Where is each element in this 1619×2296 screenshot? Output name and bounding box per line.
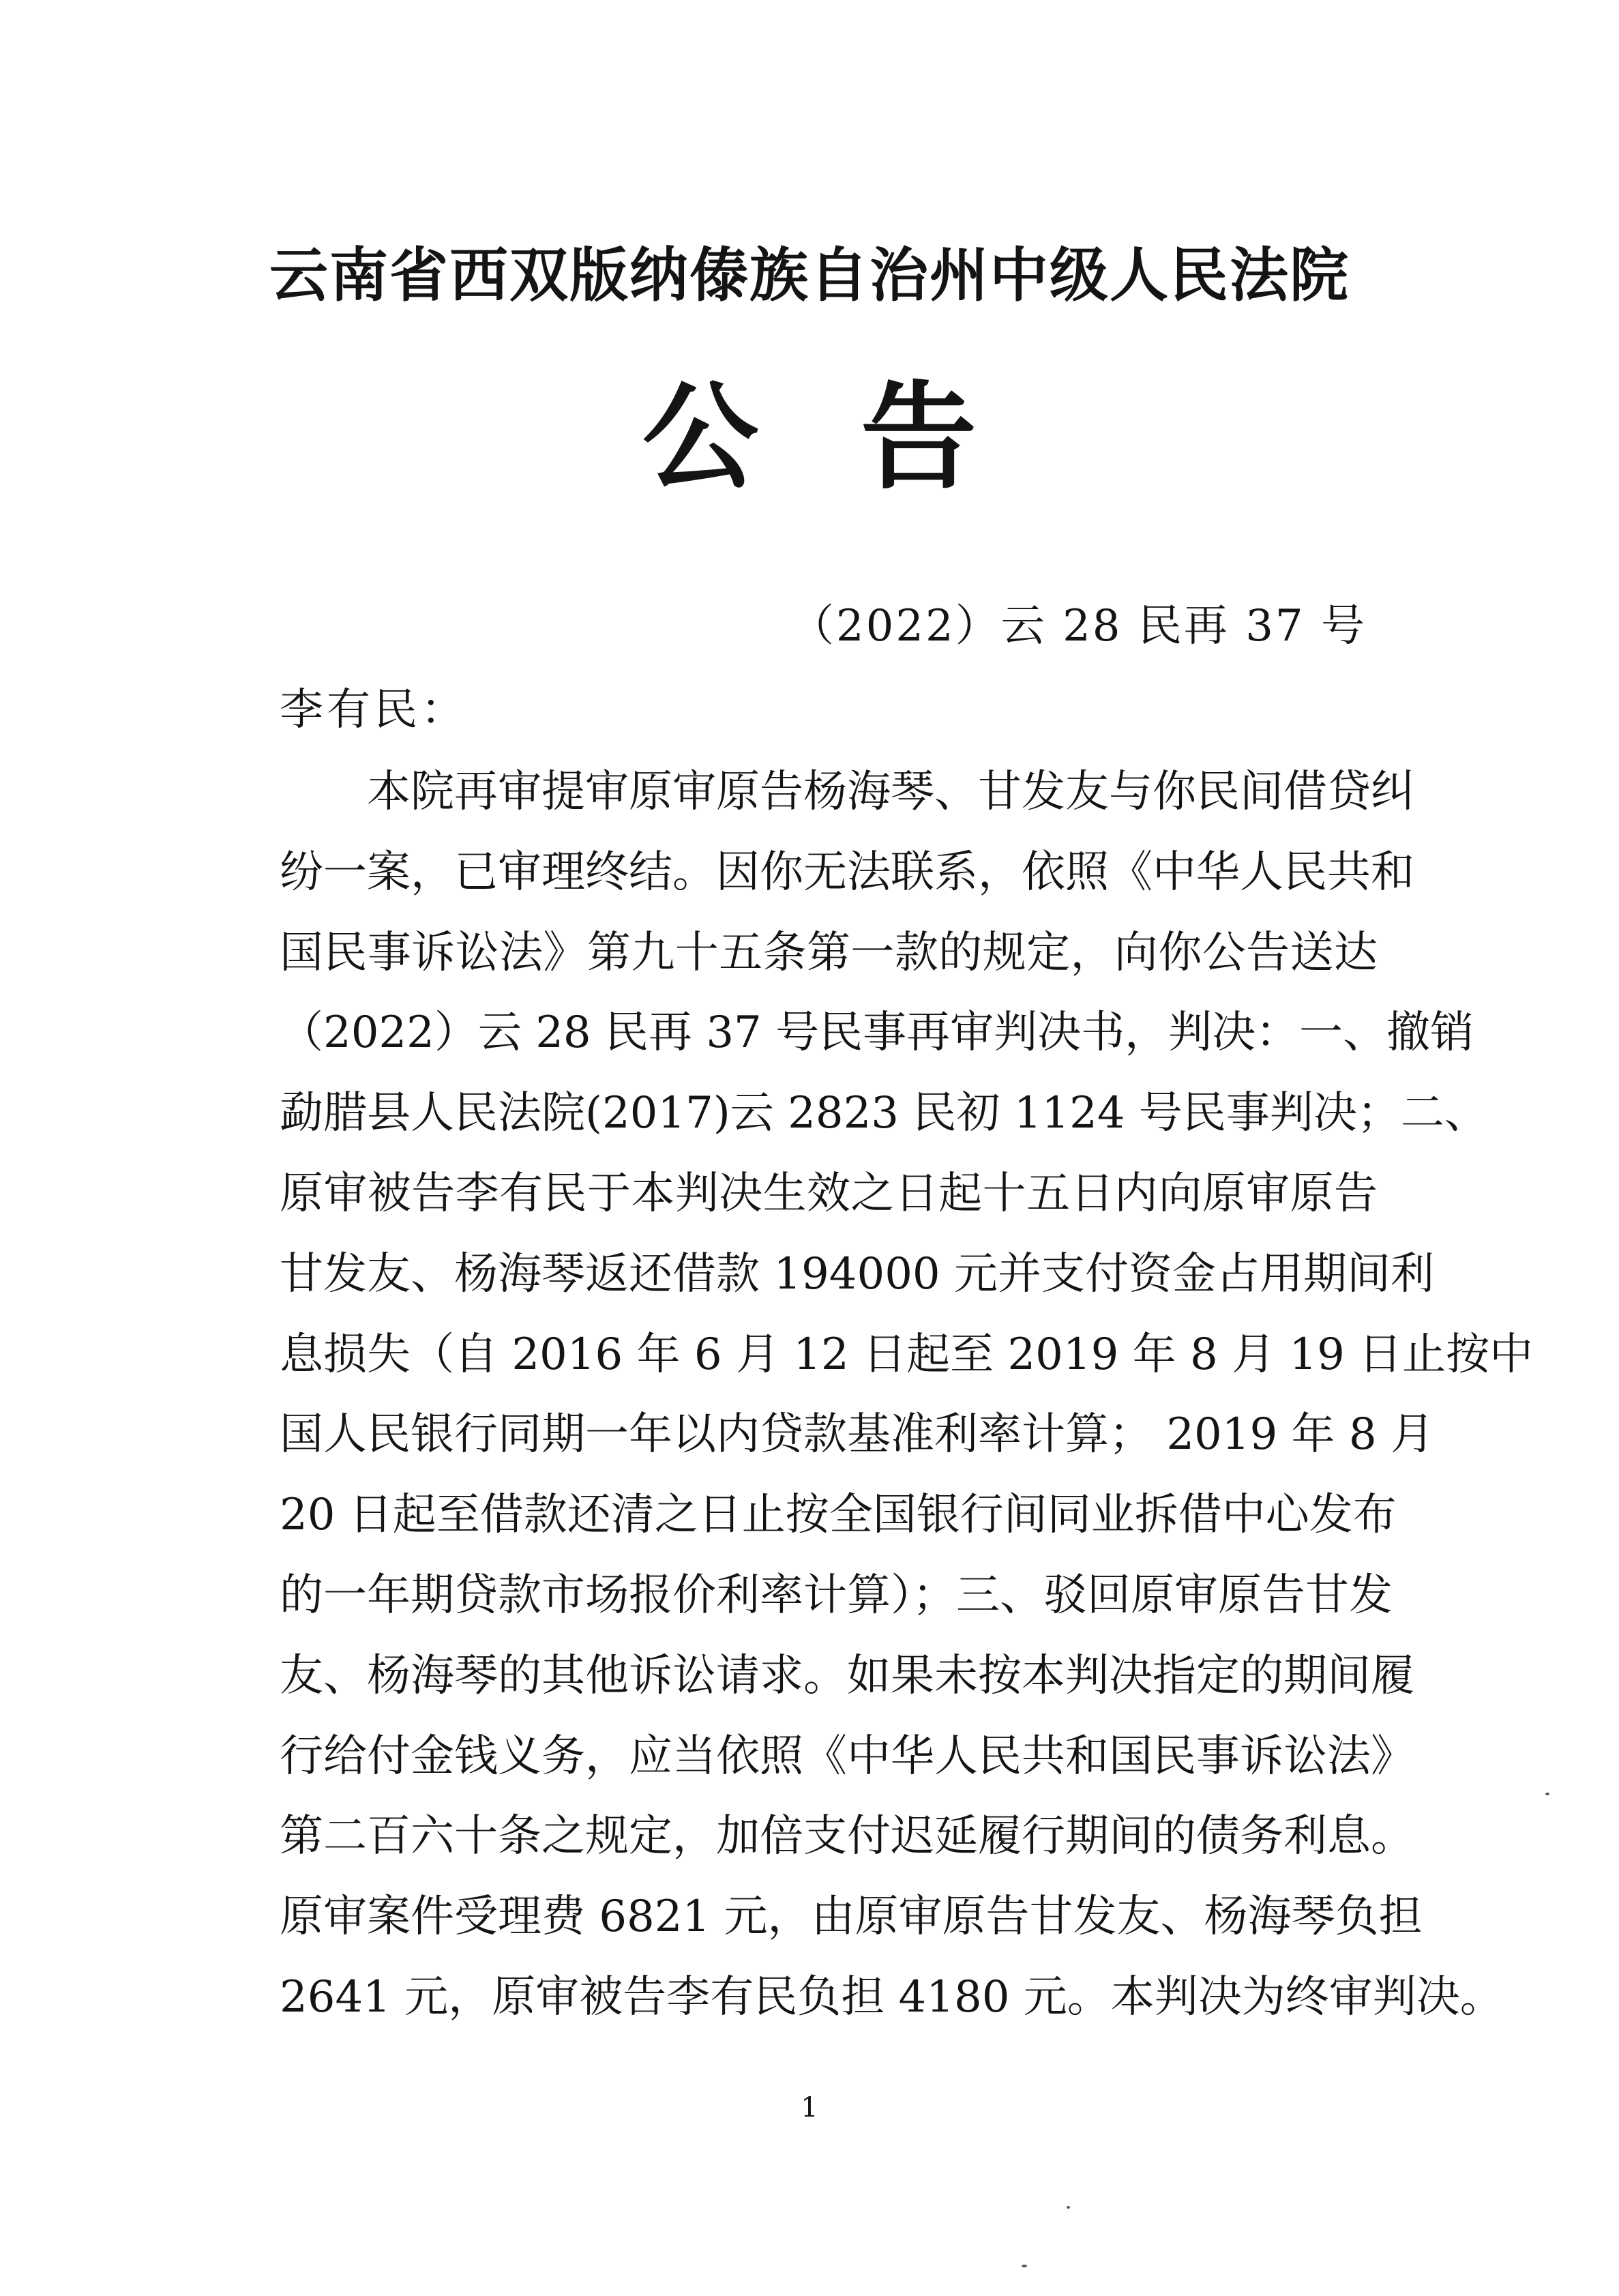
addressee: 李有民： xyxy=(280,685,468,735)
body-line: 2641 元，原审被告李有民负担 4180 元。本判决为终审判决。 xyxy=(280,1971,1504,2022)
court-name-heading: 云南省西双版纳傣族自治州中级人民法院 xyxy=(269,241,1350,310)
body-line: 20 日起至借款还清之日止按全国银行间同业拆借中心发布 xyxy=(280,1490,1397,1541)
body-line: 国人民银行同期一年以内贷款基准利率计算； 2019 年 8 月 xyxy=(280,1409,1434,1460)
body-line: （2022）云 28 民再 37 号民事再审判决书，判决：一、撤销 xyxy=(280,1007,1474,1059)
body-line: 纷一案，已审理终结。因你无法联系，依照《中华人民共和 xyxy=(280,847,1414,898)
body-line: 原审案件受理费 6821 元，由原审原告甘发友、杨海琴负担 xyxy=(280,1892,1423,1943)
notice-title: 公告 xyxy=(642,369,1079,505)
body-line: 友、杨海琴的其他诉讼请求。如果未按本判决指定的期间履 xyxy=(280,1650,1414,1701)
body-line: 第二百六十条之规定，加倍支付迟延履行期间的债务利息。 xyxy=(280,1811,1414,1862)
notice-body xyxy=(280,752,1534,2038)
body-line: 本院再审提审原审原告杨海琴、甘发友与你民间借贷纠 xyxy=(367,767,1414,817)
body-line: 行给付金钱义务，应当依照《中华人民共和国民事诉讼法》 xyxy=(280,1731,1414,1782)
body-line: 甘发友、杨海琴返还借款 194000 元并支付资金占用期间利 xyxy=(280,1248,1434,1299)
scan-speck xyxy=(1067,2206,1070,2209)
scan-speck xyxy=(1022,2265,1027,2267)
body-line: 原审被告李有民于本判决生效之日起十五日内向原审原告 xyxy=(280,1168,1378,1219)
body-line: 的一年期贷款市场报价利率计算）；三、驳回原审原告甘发 xyxy=(280,1570,1393,1621)
body-line: 勐腊县人民法院(2017)云 2823 民初 1124 号民事判决；二、 xyxy=(280,1088,1488,1139)
scan-speck xyxy=(1545,1793,1549,1795)
case-number: （2022）云 28 民再 37 号 xyxy=(790,601,1367,651)
page-number: 1 xyxy=(801,2092,818,2123)
body-line: 息损失（自 2016 年 6 月 12 日起至 2019 年 8 月 19 日止按中 xyxy=(280,1329,1534,1380)
body-line: 国民事诉讼法》第九十五条第一款的规定，向你公告送达 xyxy=(280,927,1378,978)
